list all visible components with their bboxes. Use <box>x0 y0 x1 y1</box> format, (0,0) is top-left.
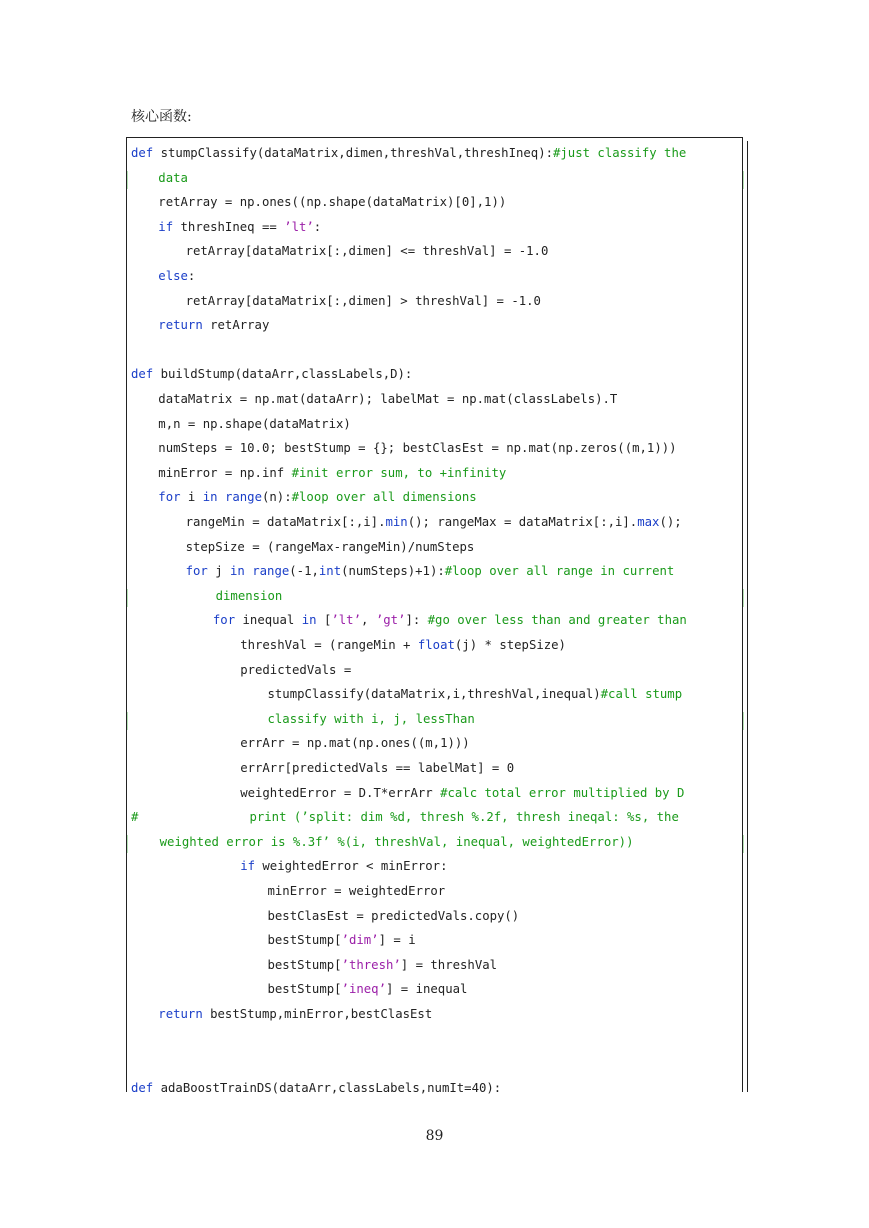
code-token: (); <box>659 515 682 529</box>
code-token: #init error sum, to +infinity <box>291 465 507 480</box>
code-line <box>240 638 566 652</box>
code-token: inequal <box>235 613 302 628</box>
code-token: # print (’split: dim %d, thresh %.2f, thresh ineqal: %s, the <box>131 810 679 825</box>
code-token: for <box>158 490 181 505</box>
code-token: (numSteps)+1): <box>341 564 445 579</box>
code-line <box>213 613 687 627</box>
code-line <box>158 392 617 406</box>
code-token: threshVal = (rangeMin + <box>240 638 418 652</box>
code-token <box>218 490 225 504</box>
code-token: ’thresh’ <box>341 957 401 972</box>
code-token: ’lt’ <box>331 613 361 628</box>
line-wrap-marker <box>127 589 128 607</box>
code-token: classify with i, j, lessThan <box>267 711 475 726</box>
code-token: adaBoostTrainDS(dataArr,classLabels,numIt=40): <box>153 1080 502 1095</box>
code-line <box>131 367 412 381</box>
code-token: range <box>224 490 262 505</box>
code-token: [ <box>316 613 332 628</box>
code-line <box>158 1007 432 1021</box>
code-token: #loop over all dimensions <box>291 490 477 505</box>
code-token: bestStump[ <box>267 933 342 948</box>
code-token: stumpClassify(dataMatrix,dimen,threshVal,threshIneq): <box>153 146 553 160</box>
code-token: (j) * stepSize) <box>454 638 566 652</box>
line-wrap-marker <box>743 835 744 853</box>
code-token: (-1, <box>289 564 319 579</box>
code-line <box>186 244 549 258</box>
code-token: ] = i <box>378 933 416 948</box>
code-token: weighted error is %.3f’ %(i, threshVal, inequal, weightedError)) <box>159 834 634 849</box>
code-token: in <box>202 490 218 505</box>
code-line <box>240 761 514 775</box>
code-token: stumpClassify(dataMatrix,i,threshVal,inequal) <box>267 687 601 702</box>
code-token: #go over less than and greater than <box>427 613 687 628</box>
code-token: ’dim’ <box>341 933 379 948</box>
code-token: #loop over all range in current <box>444 564 675 579</box>
code-token: : <box>187 269 196 283</box>
code-line <box>131 146 686 160</box>
code-line <box>158 220 321 234</box>
code-token: float <box>417 638 455 652</box>
code-token: ]: <box>405 613 428 628</box>
code-line <box>158 318 269 332</box>
code-line <box>158 441 676 455</box>
code-token: ] = threshVal <box>400 957 498 972</box>
code-token: max <box>637 515 660 529</box>
code-token: if <box>240 859 255 874</box>
line-wrap-marker <box>127 171 128 189</box>
code-line <box>131 810 679 824</box>
code-token: retArray[dataMatrix[:,dimen] > threshVal] = -1.0 <box>185 293 541 308</box>
code-line <box>268 687 683 701</box>
code-line <box>268 958 498 972</box>
code-line <box>240 859 447 873</box>
code-line <box>158 490 476 504</box>
page-number: 89 <box>425 1128 444 1144</box>
code-token: return <box>158 318 203 333</box>
code-line <box>158 171 188 185</box>
code-line <box>158 417 351 431</box>
code-token: in <box>301 613 317 628</box>
code-token: ’lt’ <box>284 219 314 234</box>
code-token: #call stump <box>600 687 683 702</box>
line-wrap-marker <box>743 712 744 730</box>
code-line <box>186 294 541 308</box>
code-token: weightedError < minError: <box>255 859 448 874</box>
code-token: minError = weightedError <box>267 884 446 898</box>
code-token: bestStump[ <box>267 957 342 972</box>
section-heading: 核心函数: <box>131 109 192 125</box>
code-token: minError = np.inf <box>158 465 292 480</box>
code-token: for <box>185 564 208 579</box>
code-token: (); rangeMax = dataMatrix[:,i]. <box>407 515 638 529</box>
code-token: return <box>158 1007 203 1021</box>
code-token: errArr = np.mat(np.ones((m,1))) <box>240 736 470 751</box>
code-token: def <box>131 146 154 160</box>
code-token: ] = inequal <box>385 982 468 997</box>
line-wrap-marker <box>743 589 744 607</box>
code-token: range <box>252 564 290 579</box>
code-token: def <box>131 367 154 382</box>
code-token: for <box>212 613 236 628</box>
code-token: #just classify the <box>553 146 687 160</box>
code-token: retArray <box>202 318 270 333</box>
code-token: bestStump[ <box>267 982 342 997</box>
code-line <box>268 884 446 898</box>
code-token: predictedVals = <box>240 662 352 677</box>
code-token: min <box>385 515 408 529</box>
code-token: dataMatrix = np.mat(dataArr); labelMat = np.mat(classLabels).T <box>158 392 618 406</box>
line-wrap-marker <box>743 171 744 189</box>
code-line <box>240 786 684 800</box>
code-token: else <box>158 269 188 283</box>
code-token: rangeMin = dataMatrix[:,i]. <box>185 515 386 529</box>
code-line <box>240 663 351 677</box>
code-token: if <box>158 219 174 234</box>
code-line <box>240 736 470 750</box>
code-token: numSteps = 10.0; bestStump = {}; bestClasEst = np.mat(np.zeros((m,1))) <box>158 441 677 456</box>
code-line <box>268 909 520 923</box>
code-token: int <box>318 564 342 579</box>
code-token: retArray[dataMatrix[:,dimen] <= threshVal] = -1.0 <box>185 244 549 259</box>
code-line <box>158 195 506 209</box>
code-token: j <box>207 564 231 579</box>
code-token: stepSize = (rangeMax-rangeMin)/numSteps <box>185 539 475 554</box>
code-token: bestClasEst = predictedVals.copy() <box>267 908 520 923</box>
code-token: dimension <box>215 588 283 603</box>
code-line <box>186 564 675 578</box>
code-token: retArray = np.ones((np.shape(dataMatrix)[0],1)) <box>158 195 507 210</box>
code-line <box>268 982 468 996</box>
code-line <box>160 835 634 849</box>
code-token: #calc total error multiplied by D <box>440 785 685 800</box>
code-token: buildStump(dataArr,classLabels,D): <box>153 367 413 382</box>
code-token: bestStump,minError,bestClasEst <box>202 1007 433 1021</box>
line-wrap-marker <box>127 835 128 853</box>
code-token: (n): <box>261 490 292 505</box>
code-line <box>268 712 475 726</box>
code-token: i <box>180 490 203 505</box>
code-line <box>158 269 195 283</box>
code-line <box>268 933 416 947</box>
code-line <box>158 466 506 480</box>
code-line <box>131 1081 501 1095</box>
code-token: threshIneq == <box>173 219 285 234</box>
code-token: , <box>361 613 376 628</box>
line-wrap-marker <box>127 712 128 730</box>
code-token: data <box>158 170 188 185</box>
code-line <box>216 589 283 603</box>
code-token: ’gt’ <box>375 613 406 628</box>
code-token: in <box>230 564 245 579</box>
code-token: m,n = np.shape(dataMatrix) <box>158 416 351 431</box>
code-token: ’ineq’ <box>341 982 386 997</box>
code-token: weightedError = D.T*errArr <box>240 785 441 800</box>
code-token: def <box>131 1080 154 1095</box>
code-line <box>186 515 682 529</box>
code-token: errArr[predictedVals == labelMat] = 0 <box>240 761 515 775</box>
code-token: : <box>313 219 322 234</box>
code-line <box>186 540 475 554</box>
